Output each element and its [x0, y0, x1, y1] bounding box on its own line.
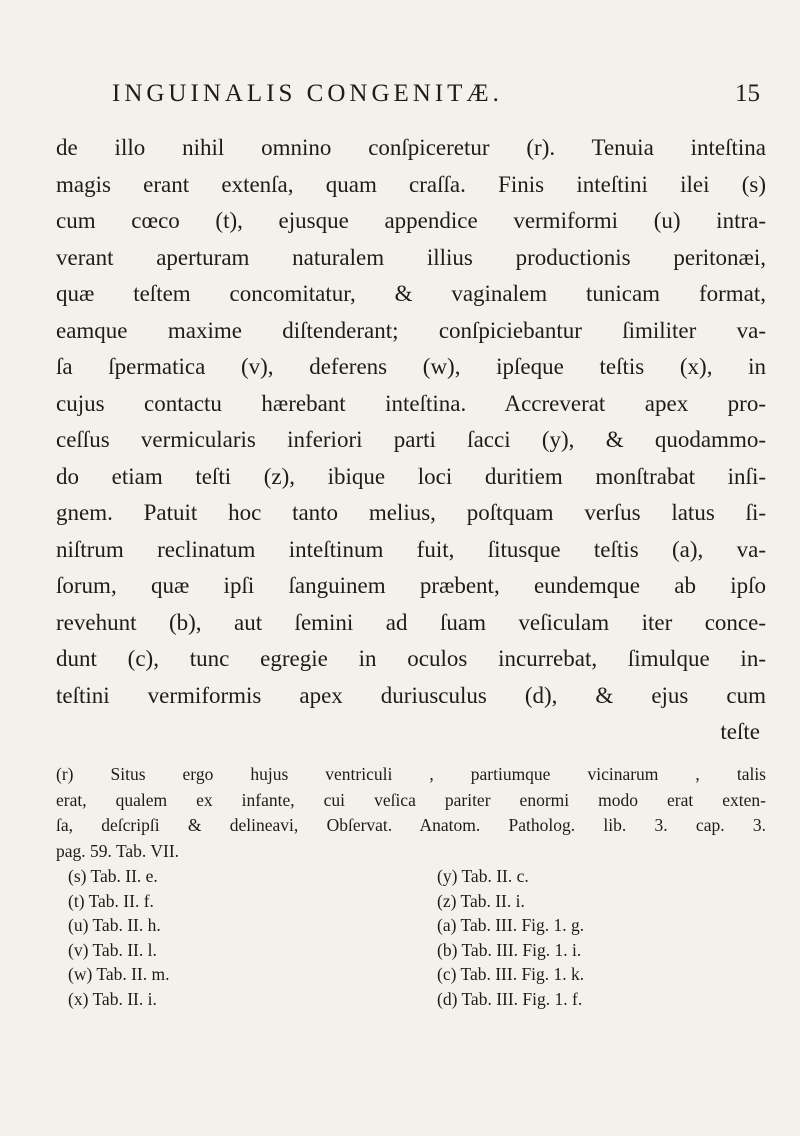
body-line: niſtrum reclinatum inteſtinum fuit, ſitusque teſtis (a), va-	[56, 536, 766, 562]
figure-references	[56, 864, 766, 1011]
reference-item: (a) Tab. III. Fig. 1. g.	[437, 915, 585, 935]
catchword: teſte	[720, 719, 760, 744]
references-left-column	[56, 864, 411, 1011]
reference-item: (x) Tab. II. i.	[68, 988, 157, 1009]
footnote-line: erat, qualem ex infante, cui veſica pariter enormi modo erat exten-	[56, 789, 766, 810]
body-line: eamque maxime diſtenderant; conſpiciebantur ſimiliter va-	[56, 317, 766, 343]
footnotes	[56, 762, 766, 1011]
body-line: cum cœco (t), ejusque appendice vermiformi (u) intra-	[56, 208, 766, 233]
reference-item: (s) Tab. II. e.	[68, 866, 158, 886]
page-header	[112, 80, 760, 114]
body-line: cujus contactu hærebant inteſtina. Accreverat apex pro-	[56, 390, 766, 416]
footnote-line: pag. 59. Tab. VII.	[56, 840, 180, 861]
page-number: 15	[735, 80, 760, 107]
body-line: gnem. Patuit hoc tanto melius, poſtquam verſus latus ſi-	[56, 500, 766, 525]
reference-item: (t) Tab. II. f.	[68, 890, 154, 911]
body-line: do etiam teſti (z), ibique loci duritiem monſtrabat inſi-	[56, 463, 766, 489]
body-line: teſtini vermiformis apex duriusculus (d), & ejus cum	[56, 682, 766, 708]
body-line: de illo nihil omnino conſpiceretur (r). Tenuia inteſtina	[56, 135, 766, 160]
reference-item: (y) Tab. II. c.	[437, 866, 529, 886]
reference-item: (c) Tab. III. Fig. 1. k.	[437, 964, 585, 984]
body-line: verant aperturam naturalem illius productionis peritonæi,	[56, 244, 766, 270]
reference-item: (w) Tab. II. m.	[68, 964, 170, 984]
body-line: quæ teſtem concomitatur, & vaginalem tunicam format,	[56, 281, 766, 306]
footnote-line: (r) Situs ergo hujus ventriculi , partiumque vicinarum , talis	[56, 764, 766, 784]
body-line: ſa ſpermatica (v), deferens (w), ipſeque teſtis (x), in	[56, 354, 766, 379]
body-line: revehunt (b), aut ſemini ad ſuam veſiculam iter conce-	[56, 609, 766, 635]
body-line: ſorum, quæ ipſi ſanguinem præbent, eundemque ab ipſo	[56, 573, 766, 598]
reference-item: (v) Tab. II. l.	[68, 939, 157, 960]
footnote-line: ſa, deſcripſi & delineavi, Obſervat. Anatom. Patholog. lib. 3. cap. 3.	[56, 815, 766, 835]
references-right-column	[411, 864, 766, 1011]
running-head: INGUINALIS CONGENITÆ.	[112, 80, 503, 107]
body-text	[56, 130, 766, 751]
reference-item: (u) Tab. II. h.	[68, 915, 161, 935]
body-line: magis erant extenſa, quam craſſa. Finis inteſtini ilei (s)	[56, 171, 766, 197]
body-line: dunt (c), tunc egregie in oculos incurrebat, ſimulque in-	[56, 646, 766, 671]
reference-item: (d) Tab. III. Fig. 1. f.	[437, 988, 583, 1009]
body-line: ceſſus vermicularis inferiori parti ſacci (y), & quodammo-	[56, 427, 766, 452]
reference-item: (z) Tab. II. i.	[437, 890, 525, 911]
reference-item: (b) Tab. III. Fig. 1. i.	[437, 939, 582, 960]
